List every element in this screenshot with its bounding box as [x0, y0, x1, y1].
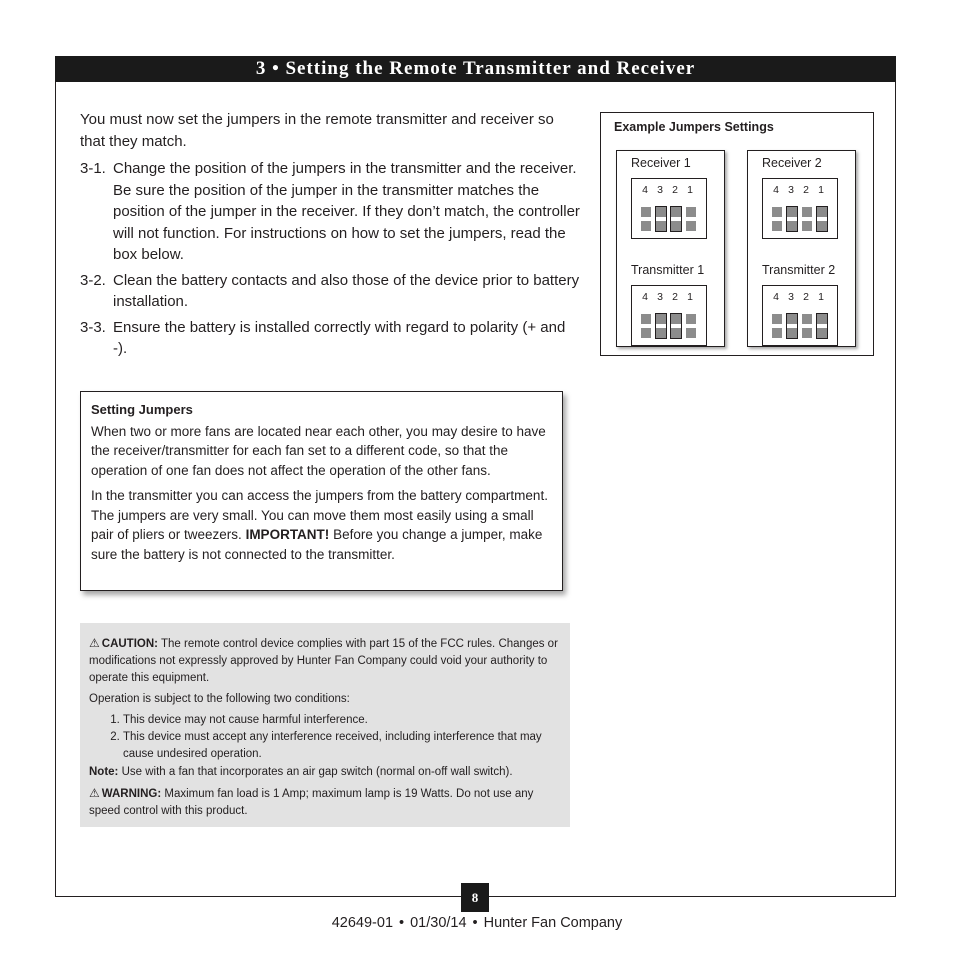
jumper-pins [640, 313, 700, 341]
setting-jumpers-para1: When two or more fans are located near each other, you may desire to have the receiver/transmitter for each fan set to a different code, so that the operation of one fan does not affect the operation of the other fans. [91, 423, 546, 478]
step-number: 3-2. [80, 271, 106, 289]
jumper-pin [641, 328, 651, 338]
company-name: Hunter Fan Company [483, 915, 623, 931]
pin-number-label: 2 [672, 291, 678, 303]
jumper-pin [802, 207, 812, 217]
jumper-pins [771, 313, 831, 341]
para2-text-a: In the transmitter you can access the jumpers from the battery compartment. The jumpers are very small. You can move them most easily using a small pair of pliers or tweezers. [91, 488, 548, 542]
doc-date: 01/30/14 [410, 915, 467, 931]
jumper-pins [640, 206, 700, 234]
transmitter-jumper-block [762, 285, 838, 346]
steps-list [80, 158, 580, 360]
jumper-pin [772, 314, 782, 324]
pin-number-label: 3 [788, 184, 794, 196]
caution-box [80, 623, 570, 827]
pin-number-label: 3 [657, 291, 663, 303]
step-text: Change the position of the jumpers in the transmitter and the receiver. Be sure the position of the jumper in the transmitter matches the position of the jumper in the receiver. If they don’t match, the controller will not function. For instructions on how to set the jumpers, read the box below. [113, 160, 580, 263]
footer-separator: • [472, 915, 478, 931]
jumper-pin [641, 314, 651, 324]
receiver-jumper-block [631, 178, 707, 239]
warning-paragraph [89, 785, 560, 820]
setting-jumpers-box [80, 391, 563, 591]
jumper-cap [655, 313, 667, 339]
note-paragraph [89, 764, 560, 781]
jumper-cap [786, 206, 798, 232]
pin-number-label: 2 [672, 184, 678, 196]
warning-text: Maximum fan load is 1 Amp; maximum lamp is 19 Watts. Do not use any speed control with this product. [89, 788, 534, 817]
pin-number-label: 4 [642, 184, 648, 196]
jumper-cap [655, 206, 667, 232]
caution-label: CAUTION: [101, 638, 158, 650]
jumper-pin [802, 221, 812, 231]
footer-separator: • [399, 915, 405, 931]
pin-number-label: 2 [803, 291, 809, 303]
step-text: Clean the battery contacts and also those of the device prior to battery installation. [113, 271, 580, 310]
pin-number-label: 1 [687, 184, 693, 196]
step-text: Ensure the battery is installed correctly with regard to polarity (+ and -). [113, 318, 566, 357]
step-item [80, 270, 580, 313]
intro-text: You must now set the jumpers in the remote transmitter and receiver so that they match. [80, 111, 554, 150]
setting-jumpers-title: Setting Jumpers [91, 402, 193, 417]
page-footer [0, 915, 954, 931]
transmitter-label: Transmitter 1 [631, 263, 705, 277]
step-number: 3-1. [80, 160, 106, 177]
warning-icon: ⚠ [89, 786, 100, 800]
jumper-cap [816, 206, 828, 232]
jumper-pin [686, 328, 696, 338]
jumper-pin [802, 328, 812, 338]
jumper-pin [772, 207, 782, 217]
example-panel-2 [747, 150, 856, 347]
pin-number-label: 1 [818, 291, 824, 303]
pin-number-label: 1 [687, 291, 693, 303]
step-item [80, 158, 580, 266]
doc-number: 42649-01 [331, 915, 394, 931]
pin-number-label: 4 [773, 291, 779, 303]
jumper-cap [816, 313, 828, 339]
receiver-jumper-block [762, 178, 838, 239]
caution-text: The remote control device complies with part 15 of the FCC rules. Changes or modifications not expressly approved by Hunter Fan Company could void your authority to operate this equipment. [89, 638, 558, 684]
jumper-pin [641, 221, 651, 231]
pin-number-label: 4 [642, 291, 648, 303]
para2-text-b: Before you change a jumper, make sure the battery is not connected to the transmitter. [91, 527, 543, 562]
conditions-intro: Operation is subject to the following two conditions: [89, 693, 350, 705]
condition-item: 1. This device may not cause harmful interference. [123, 712, 560, 729]
receiver-label: Receiver 1 [631, 156, 691, 170]
jumper-pins [771, 206, 831, 234]
pin-number-label: 3 [788, 291, 794, 303]
caution-paragraph [89, 635, 560, 687]
important-label: IMPORTANT! [245, 527, 330, 542]
jumper-pin [686, 207, 696, 217]
transmitter-label: Transmitter 2 [762, 263, 836, 277]
step-item [80, 317, 580, 360]
jumper-pin [772, 221, 782, 231]
note-text: Use with a fan that incorporates an air gap switch (normal on-off wall switch). [118, 766, 513, 778]
jumper-pin [802, 314, 812, 324]
warning-label: WARNING: [101, 788, 162, 800]
example-jumpers-figure [600, 112, 874, 356]
pin-number-label: 3 [657, 184, 663, 196]
page-number: 8 [461, 883, 489, 912]
caution-icon: ⚠ [89, 636, 100, 650]
step-number: 3-3. [80, 318, 106, 336]
setting-jumpers-para2 [91, 486, 552, 564]
jumper-cap [786, 313, 798, 339]
jumper-pin [641, 207, 651, 217]
jumper-pin [686, 314, 696, 324]
jumper-cap [670, 313, 682, 339]
receiver-label: Receiver 2 [762, 156, 822, 170]
condition-item: 2. This device must accept any interference received, including interference that may cause undesired operation. [123, 729, 560, 763]
jumper-pin [686, 221, 696, 231]
jumper-cap [670, 206, 682, 232]
example-panel-1 [616, 150, 725, 347]
pin-number-label: 1 [818, 184, 824, 196]
pin-number-label: 2 [803, 184, 809, 196]
jumper-pin [772, 328, 782, 338]
pin-number-label: 4 [773, 184, 779, 196]
example-title: Example Jumpers Settings [614, 120, 774, 134]
transmitter-jumper-block [631, 285, 707, 346]
conditions-list [89, 712, 560, 763]
note-label: Note: [89, 766, 119, 778]
section-header: 3 • Setting the Remote Transmitter and Receiver [55, 56, 896, 82]
intro-section [80, 109, 580, 364]
